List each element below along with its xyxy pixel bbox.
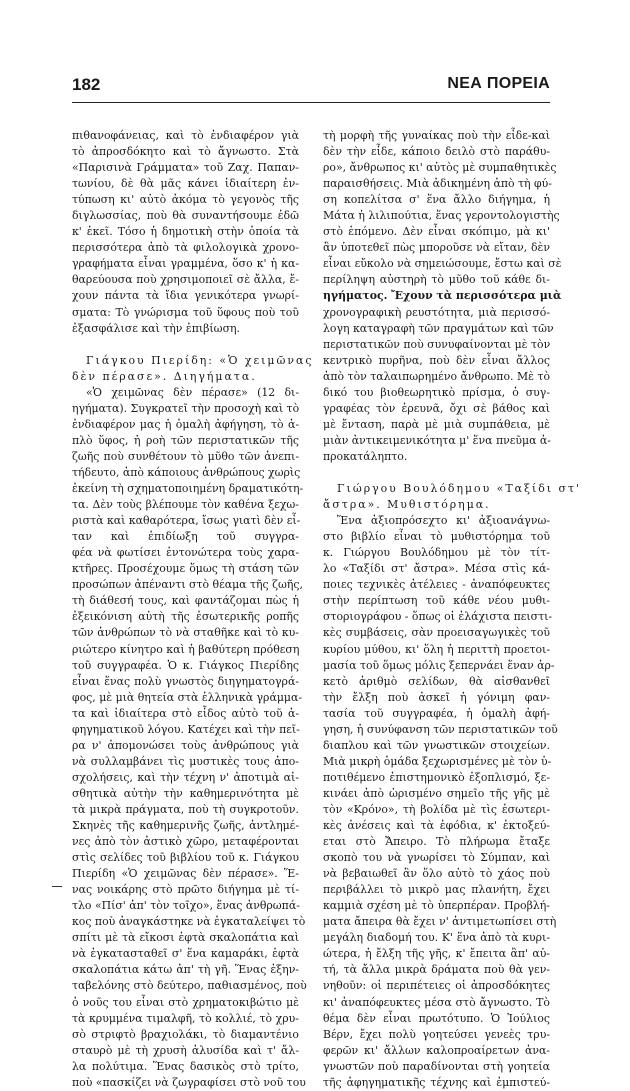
text-line: περισσότερα ἀπὸ τὰ φιλολογικὰ χρονο- — [72, 241, 299, 255]
text-line: διαπλου καὶ τῶν γνωστικῶν στοιχείων. — [323, 738, 550, 752]
text-line: κὲς ἀνέσεις καὶ τὰ ἐφόδια, κ' ἐκτοξεύ- — [323, 819, 550, 833]
text-line: κινάει ἀπὸ ὡρισμένο σημεῖο τῆς γῆς μὲ — [323, 786, 550, 800]
text-line: τὰ μικρὰ πράγματα, ποὺ τὴ συγκροτοῦν. — [72, 802, 299, 816]
text-line: ταβελόνης στὸ δεύτερο, παθιασμένος, ποὺ — [72, 979, 307, 993]
text-line: ἂν ὑποτεθεῖ πὼς μποροῦσε νὰ εἴταν, δὲν — [323, 241, 550, 255]
text-line: κτῆρες. Προσέχουμε ὅμως τὴ στάση τῶν — [72, 562, 299, 576]
text-line: μιὰν ἀντικειμενικότητα μ' ἕνα πνεῦμα ἀ- — [323, 433, 551, 447]
text-line: τωνίου, δὲ θὰ μᾶς κάνει ἰδιαίτερη ἐν- — [72, 177, 299, 191]
text-line: ποτιθέμενο ἐπιστημονικὸ ἐξοπλισμό, ξε- — [323, 770, 550, 784]
text-line: φέα νὰ φωτίσει ἐντονώτερα τοὺς χαρα- — [72, 546, 299, 560]
text-line: ριστὰ καὶ καθαρότερα, ἴσως γιατὶ δὲν εἶ- — [72, 514, 301, 528]
text-line: τὴν ἔλξη ποὺ ἀσκεῖ ἡ γόνιμη φαν- — [323, 690, 550, 704]
text-line: σκοπὸ του νὰ γνωρίσει τὸ Σύμπαν, καὶ — [323, 851, 550, 865]
text-line: Μιὰ μικρὴ ὁμάδα ξεχωρισμένες μὲ τὸν ὑ- — [323, 754, 552, 768]
text-line: νὰ συλλαμβάνει τὶς μυστικὲς τους ἀπο- — [72, 754, 299, 768]
text-line: Βέρν, ἔχει πολὺ γοητεύσει γενεὲς τρυ- — [323, 1027, 550, 1041]
text-line: ρα ν' ἀπομονώσει τοὺς ἀνθρώπους γιὰ — [72, 738, 299, 752]
text-line: πλὸ ὕφος, ἡ ροὴ τῶν περιστατικῶν τῆς — [72, 433, 299, 447]
text-line: Σκηνὲς τῆς καθημερινῆς ζωῆς, ἀντλημέ- — [72, 819, 299, 833]
text-line: μασία τοῦ ὅμως μόλις ξεπερνάει ἕναν ἀρ- — [323, 658, 555, 672]
text-line: μὲ ἔνταση, παρὰ μὲ μιὰ συμπάθεια, μὲ — [323, 417, 550, 431]
text-line: λογη καταγραφὴ τῶν πραγμάτων καὶ τῶν — [323, 321, 554, 335]
text-line: κεντρικὸ πυρῆνα, ποὺ δὲν εἶναι ἄλλος — [323, 353, 550, 367]
text-line: εἶναι ἕνας πολὺ γνωστὸς διηγηματογρά- — [72, 674, 299, 688]
paragraph-gap — [323, 465, 550, 481]
text-line: τλο «Πίσ' ἀπ' τὸν τοῖχο», ἕνας ἀνθρωπά- — [72, 899, 300, 913]
text-line: θαρεύουσα ποὺ χρησιμοποιεῖ σὲ ἄλλα, ἔ- — [72, 273, 299, 287]
text-line: εἶναι εὔκολο νὰ σημειώσουμε, ἔστω καὶ σὲ — [323, 257, 562, 271]
text-line: φηγηματικοῦ λόγου. Κατέχει καὶ τὴν πεῖ- — [72, 722, 300, 736]
margin-mark — [52, 886, 62, 887]
text-line: ηγήματα). Συγκρατεῖ τὴν προσοχὴ καὶ τὸ — [72, 401, 300, 415]
text-line: τῆς ἀφηγηματικῆς τέχνης καὶ ἐμπιστεύ- — [323, 1075, 550, 1089]
paragraph-gap — [72, 337, 299, 353]
text-line: τα καὶ ἰδιαίτερα στὸ εἶδος αὐτὸ τοῦ ἀ- — [72, 706, 299, 720]
text-line: σὸ στριφτὸ βραχιολάκι, τὸ διαμαντένιο — [72, 1027, 299, 1041]
text-line: σχολήσεις, καὶ τὴν τέχνη ν' ἀποτιμὰ αἰ- — [72, 770, 299, 784]
text-line: Γιάγκου Πιερίδη: «Ὁ χειμῶνας — [86, 353, 314, 367]
text-line: σκαλοπάτια κάτω ἀπ' τὴ γῆ. Ἕνας ἐξην- — [72, 963, 299, 977]
text-line: φερῶν κι' ἄλλων καλοπροαίρετων ἀνα- — [323, 1043, 550, 1057]
text-line: κος ποὺ ἀναγκάστηκε νὰ ἐγκαταλείψει τὸ — [72, 915, 306, 929]
text-line: κ. Γιώργου Βουλόδημου μὲ τὸν τίτ- — [323, 546, 550, 560]
text-line: Μάτα ἡ λιλιπούτια, ἕνας γεροντολογιστὴς — [323, 209, 560, 223]
text-line: ρο», ἄνθρωπος κι' αὐτὸς μὲ συμπαθητικὲς — [323, 161, 557, 175]
text-line: περιβάλλει τὸ μικρὸ μας πλανήτη, ἔχει — [323, 883, 550, 897]
text-line: διγλωσσίας, ποὺ θὰ συναντήσουμε ἐδῶ — [72, 209, 299, 223]
text-line: προσώπων ἀπέναντι στὸ θέαμα τῆς ζωῆς, — [72, 578, 303, 592]
text-line: τασία τοῦ συγγραφέα, ἡ ὁμαλὴ ἀφή- — [323, 706, 550, 720]
text-line: ἐξασφάλισε καὶ τὴν ἐπιβίωση. — [72, 321, 240, 335]
text-line: λο «Ταξίδι στ' ἄστρα». Μέσα στὶς κά- — [323, 562, 550, 576]
text-line: σματα: Τὸ γνώρισμα τοῦ ὕφους ποὺ τοῦ — [72, 305, 299, 319]
text-line: κι' ἀναπόφευκτες μέσα στὸ ἄγνωστο. Τὸ — [323, 995, 550, 1009]
text-line: τὴ διάθεσή τους, καὶ φαντάζομαι πὼς ἡ — [72, 594, 299, 608]
text-line: ἐξεικόνιση αὐτὴ τῆς ἐσωτερικῆς ροπῆς — [72, 610, 299, 624]
text-line: τῶν ἀνθρώπων τὸ νὰ σταθῆκε καὶ τὸ κυ- — [72, 626, 299, 640]
text-line: κυρίου μύθου, κι' ὅλη ἡ περιττὴ προετοι- — [323, 642, 550, 656]
text-line: νες ἀπὸ τὸν ἀστικὸ χῶρο, μεταφέρονται — [72, 835, 299, 849]
text-line: στὸ ἑπόμενο. Δὲν εἶναι σκόπιμο, μὰ κι' — [323, 225, 550, 239]
text-line: τα. Δὲν τοὺς βλέπουμε τὸν καθένα ξεχω- — [72, 498, 299, 512]
text-line: σπίτι μὲ τὰ εἴκοσι ἑφτὰ σκαλοπάτια καὶ — [72, 931, 299, 945]
text-line: κ' ἐκεῖ. Τόσο ἡ δημοτικὴ στὴν ὁποία τὰ — [72, 225, 299, 239]
text-line: στὴν περίπτωση τοῦ κάθε νέου μυθι- — [323, 594, 550, 608]
text-line: Ἕνα ἀξιοπρόσεχτο κι' ἀξιοανάγνω- — [337, 514, 550, 528]
left-text-column — [72, 128, 314, 1091]
text-line: ζωῆς ποὺ συνθέτουν τὸ μῦθο τῶν ἀνεπι- — [72, 449, 299, 463]
text-line: «Ὁ χειμῶνας δὲν πέρασε» (12 δι- — [86, 385, 299, 399]
text-line: ἐνδιαφέρον μας ἡ ὁμαλὴ ἀφήγηση, τὸ ἁ- — [72, 417, 299, 431]
text-line: δικό του βιοθεωρητικὸ πρίσμα, ὁ συγ- — [323, 385, 550, 399]
text-line: στο βιβλίο εἶναι τὸ μυθιστόρημα τοῦ — [323, 530, 550, 544]
text-line: τὸν «Κρόνο», τὴ βολίδα μὲ τὶς ἐσωτερι- — [323, 802, 550, 816]
text-line: ριώτερο κίνητρο καὶ ἡ βαθύτερη πρόθεση — [72, 642, 300, 656]
text-line: τὴ μορφὴ τῆς γυναίκας ποὺ τὴν εἶδε-καὶ — [323, 129, 550, 142]
text-line: προκατάληπτο. — [323, 449, 408, 463]
running-title: ΝΕΑ ΠΟΡΕΙΑ — [447, 75, 550, 92]
text-line: πιθανοφάνειας, καὶ τὸ ἐνδιαφέρον γιὰ — [72, 129, 299, 142]
text-line: περιστατικῶν ποὺ συνυφαίνονται μὲ τὸν — [323, 337, 551, 351]
text-line: ἐκείνη τὴ σχηματοποιημένη δραματικότη- — [72, 482, 304, 496]
text-line: ώτερα, ἡ ἔλξη τῆς γῆς, κ' ἔπειτα ἂπ' αὐ- — [323, 947, 550, 961]
text-line: ταν καὶ ἐπιδίωξη τοῦ συγγρα- — [72, 530, 299, 544]
text-line: λα πολύτιμα. Ἕνας δασικὸς στὸ τρίτο, — [72, 1059, 299, 1073]
text-line: θέμα δὲν εἶναι πρωτότυπο. Ὁ Ἰούλιος — [323, 1011, 550, 1025]
text-line: νας νοικάρης στὸ πρῶτο διήγημα μὲ τί- — [72, 883, 299, 897]
text-line: χρονογραφικὴ ρευστότητα, μιὰ περισσό- — [323, 305, 550, 319]
text-line: τή, τὰ ἄλλα μικρὰ δράματα ποὺ θὰ γεν- — [323, 963, 550, 977]
page-header — [72, 75, 550, 99]
text-line: γραφέας τὸν ἐρευνᾶ, ὄχι σὲ βάθος καὶ — [323, 401, 550, 415]
text-line: ηγήματος. Ἔχουν τὰ περισσότερα μιὰ — [323, 289, 562, 303]
text-line: εται στὸ Ἄπειρο. Τὸ πλήρωμα ἔταξε — [323, 835, 550, 849]
text-line: στὶς σελίδες τοῦ βιβλίου τοῦ κ. Γιάγκου — [72, 851, 299, 865]
text-line: Γιώργου Βουλόδημου «Ταξίδι στ' — [337, 482, 581, 496]
text-line: ποιες τεχνικὲς ἀτέλειες - ἀναπόφευκτες — [323, 578, 550, 592]
page-number: 182 — [72, 75, 101, 94]
text-line: περίληψη αὐστηρὴ τὸ μῦθο τοῦ κάθε δι- — [323, 273, 550, 287]
text-line: ὁ νοῦς του εἶναι στὸ χρηματοκιβώτιο μὲ — [72, 995, 299, 1009]
text-line: ποὺ «πασκίζει νὰ ζωγραφίσει στὸ νοῦ του — [72, 1075, 306, 1089]
text-line: καμμιὰ σχέση μὲ τὸ ὑπερπέραν. Προβλή- — [323, 899, 550, 913]
text-line: νὰ βεβαιωθεῖ ἂν ὅλο αὐτὸ τὸ χάος ποὺ — [323, 867, 550, 881]
text-line: δὲν τὴν εἶδε, κάποιο δειλὸ στὸ παράθυ- — [323, 145, 550, 159]
text-line: τοῦ συγγραφέα. Ὁ κ. Γιάγκος Πιερίδης — [72, 658, 299, 672]
text-line: ἄστρα». Μυθιστόρημα. — [323, 498, 491, 512]
text-line: φος, μὲ μιὰ θητεία στὰ ἑλληνικὰ γράμμα- — [72, 690, 303, 704]
text-line: σταυρὸ μὲ τὴ χρυσὴ ἁλυσίδα καὶ τ' ἄλ- — [72, 1043, 299, 1057]
text-line: τὸ ἀπροσδόκητο καὶ τὸ ἄγνωστο. Στὰ — [72, 145, 299, 159]
text-line: «Παρισινὰ Γράμματα» τοῦ Ζαχ. Παπαν- — [72, 161, 299, 175]
text-line: γηση, ἡ συνύφανση τῶν περιστατικῶν τοῦ — [323, 722, 558, 736]
text-line: γνωστῶν ποὺ παραδίνονται στὴ γοητεία — [323, 1059, 550, 1073]
text-line: γραφήματα εἶναι γραμμένα, ὅσο κ' ἡ κα- — [72, 257, 299, 271]
header-rule — [72, 102, 550, 103]
text-line: στοριογράφου - ὅπως οἱ ἐλάχιστα πειστι- — [323, 610, 553, 624]
text-line: τήδευτο, ἀπὸ κάποιους ἀνθρώπους χωρὶς — [72, 465, 301, 479]
text-line: νὰ ἐγκατασταθεῖ σ' ἕνα καμαράκι, ἑφτὰ — [72, 947, 299, 961]
text-line: μεγάλη διαδομή του. Κ' ἕνα ἀπὸ τὰ κυρι- — [323, 931, 550, 945]
text-line: ση κοπελίτσα σ' ἕνα ἄλλο διήγημα, ἡ — [323, 193, 550, 207]
text-line: κὲς συμβάσεις, σὰν προεισαγωγικὲς τοῦ — [323, 626, 550, 640]
text-line: χουν πάντα τὰ ἴδια γενικότερα γνωρί- — [72, 289, 299, 303]
text-line: τύπωση κι' αὐτὸ ἀκόμα τὸ γεγονὸς τῆς — [72, 193, 299, 207]
text-line: παραισθήσεις. Μιὰ ἀδικημένη ἀπὸ τὴ φύ- — [323, 177, 552, 191]
right-text-column — [323, 128, 581, 1091]
text-line: νηθοῦν: οἱ περιπέτειες οἱ ἀπροσδόκητες — [323, 979, 550, 993]
text-line: τὰ κρυμμένα τιμαλφῆ, τὸ κολλιέ, τὸ χρυ- — [72, 1011, 299, 1025]
text-line: κετὸ ἀριθμὸ σελίδων, θὰ αἰσθανθεῖ — [323, 674, 550, 688]
text-line: ματα ἄπειρα θὰ ἔχει ν' ἀντιμετωπίσει στὴ — [323, 915, 557, 929]
text-line: Πιερίδη «Ὁ χειμῶνας δὲν πέρασε». Ἕ- — [72, 867, 299, 881]
text-line: σθητικὰ αὐτὴν τὴν καθημερινότητα μὲ — [72, 786, 299, 800]
text-line: ἀπὸ τὸν ταλαιπωρημένο ἄνθρωπο. Μὲ τὸ — [323, 369, 550, 383]
text-line: δὲν πέρασε». Διηγήματα. — [72, 369, 257, 383]
